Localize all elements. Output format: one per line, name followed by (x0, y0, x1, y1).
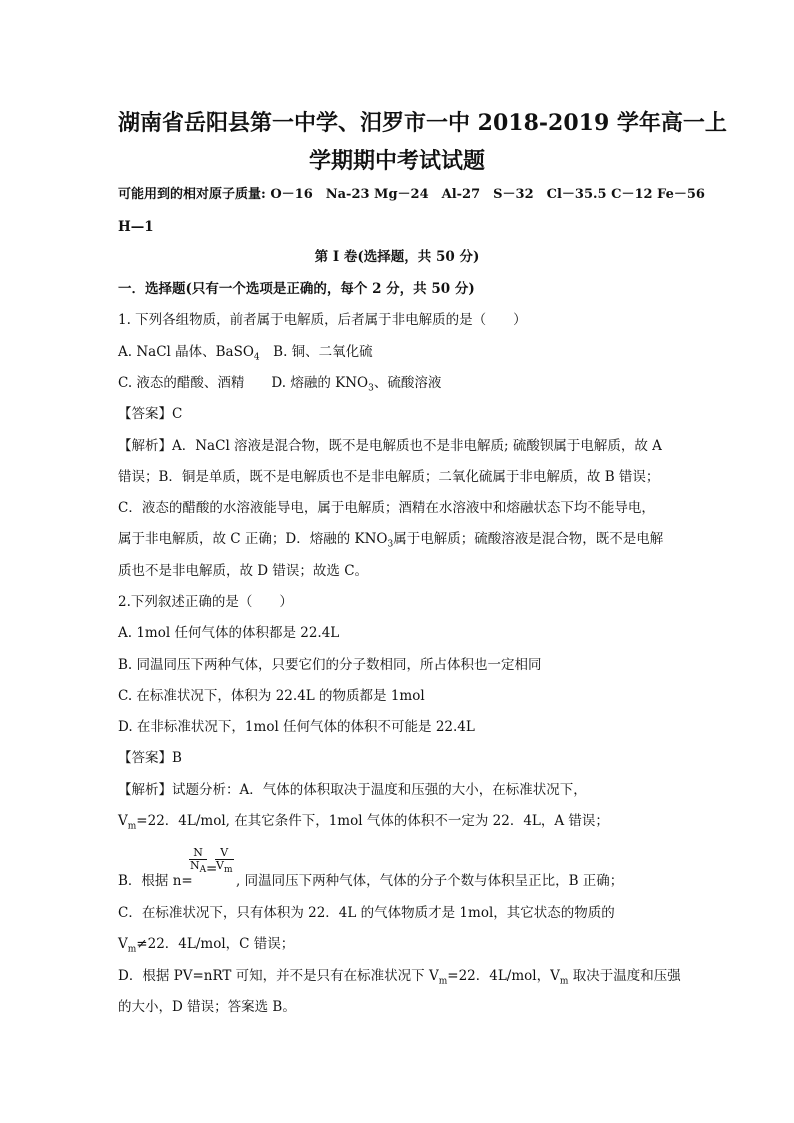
q1-analysis-line1: 【解析】A．NaCl 溶液是混合物，既不是电解质也不是非电解质; 硫酸钡属于电解质，故 A (118, 438, 662, 454)
q2-analysis-line6-mid: =22．4L/mol，V (447, 968, 560, 984)
q2-fraction-equals: = (206, 861, 218, 877)
fraction2-denominator: $V_m$ (216, 859, 233, 876)
q1-analysis-subscript: 3 (387, 539, 394, 550)
document-title-line1: 湖南省岳阳县第一中学、汨罗市一中 2018-2019 学年高一上 (118, 110, 727, 136)
q1-option-cd-text: C. 液态的醋酸、酒精 D. 熔融的 KNO (118, 375, 369, 391)
fraction1-numerator: N (189, 847, 207, 860)
q1-option-b: B. 铜、二氧化硫 (259, 344, 373, 360)
q1-analysis-line4-head: 属于非电解质，故 C 正确；D．熔融的 KNO (118, 531, 388, 547)
q2-analysis-line6 (118, 967, 681, 991)
q1-analysis-line3: C．液态的醋酸的水溶液能导电，属于电解质；酒精在水溶液中和熔融状态下均不能导电， (118, 500, 655, 516)
q2-option-d: D. 在非标准状况下，1mol 任何气体的体积不可能是 22.4L (118, 719, 475, 735)
atomic-mass-line: 可能用到的相对原子质量: O－16 Na-23 Mg－24 Al-27 S－32 Cl－35.5 C－12 Fe－56 (118, 187, 705, 202)
q2-analysis-line6-head: D．根据 PV=nRT 可知，并不是只有在标准状况下 V (118, 968, 439, 984)
fraction1-denominator: $N_A$ (190, 859, 207, 876)
q1-answer: 【答案】C (118, 406, 183, 422)
q2-stem: 2.下列叙述正确的是（ ） (118, 594, 293, 610)
q1-options-ab (118, 343, 373, 367)
document-title-line2: 学期期中考试试题 (308, 148, 485, 174)
q2-vm-symbol-2: V (118, 936, 128, 952)
q1-options-cd (118, 374, 441, 398)
q1-analysis-line4 (118, 530, 663, 554)
atomic-mass-line-cont: H—1 (118, 219, 154, 235)
q2-analysis-line5 (118, 935, 294, 959)
q2-option-b: B. 同温同压下两种气体，只要它们的分子数相同，所占体积也一定相同 (118, 657, 542, 673)
q2-analysis-line6-tail: 取决于温度和压强 (568, 968, 681, 984)
q2-vm-subscript-2: m (127, 944, 137, 955)
q2-analysis-line2 (118, 812, 609, 836)
q2-analysis-line1: 【解析】试题分析：A．气体的体积取决于温度和压强的大小，在标准状况下， (118, 782, 587, 798)
q2-analysis-line5-tail: ≠22．4L/mol，C 错误； (136, 936, 295, 952)
q2-vm-subscript: m (127, 821, 137, 832)
q2-analysis-line3-head: B．根据 n= (118, 873, 193, 889)
q2-vm-subscript-3: m (438, 976, 448, 987)
q1-analysis-line2: 错误；B．铜是单质，既不是电解质也不是非电解质；二氧化硫属于非电解质，故 B 错误； (118, 469, 660, 485)
q1-stem: 1. 下列各组物质，前者属于电解质，后者属于非电解质的是（ ） (118, 312, 527, 328)
part-heading: 一．选择题(只有一个选项是正确的，每个 2 分，共 50 分) (118, 281, 475, 297)
q1-analysis-line5: 质也不是非电解质，故 D 错误；故选 C。 (118, 563, 369, 579)
q1-option-d-subscript: 3 (368, 383, 374, 394)
q1-option-a-subscript: 4 (253, 352, 260, 363)
q2-analysis-line4: C．在标准状况下，只有体积为 22．4L 的气体物质才是 1mol，其它状态的物质的 (118, 905, 615, 921)
q1-analysis-line4-tail: 属于电解质；硫酸溶液是混合物，既不是电解 (393, 531, 664, 547)
q2-analysis-line7: 的大小，D 错误；答案选 B。 (118, 999, 296, 1015)
fraction2-numerator: V (215, 847, 234, 860)
q1-option-d-tail: 、硫酸溶液 (373, 375, 442, 391)
q2-option-c: C. 在标准状况下，体积为 22.4L 的物质都是 1mol (118, 688, 425, 704)
fraction-v-over-vm (215, 847, 234, 876)
section-heading: 第 I 卷(选择题，共 50 分) (314, 249, 480, 265)
q1-option-a: A. NaCl 晶体、BaSO (118, 344, 254, 360)
q2-vm-symbol: V (118, 813, 128, 829)
q2-analysis-line3-tail: , 同温同压下两种气体，气体的分子个数与体积呈正比，B 正确； (236, 873, 624, 889)
q2-analysis-line2-tail: =22．4L/mol, 在其它条件下，1mol 气体的体积不一定为 22．4L，A 错误； (136, 813, 609, 829)
q2-option-a: A. 1mol 任何气体的体积都是 22.4L (118, 625, 340, 641)
q2-vm-subscript-4: m (559, 976, 569, 987)
q2-answer: 【答案】B (118, 750, 182, 766)
